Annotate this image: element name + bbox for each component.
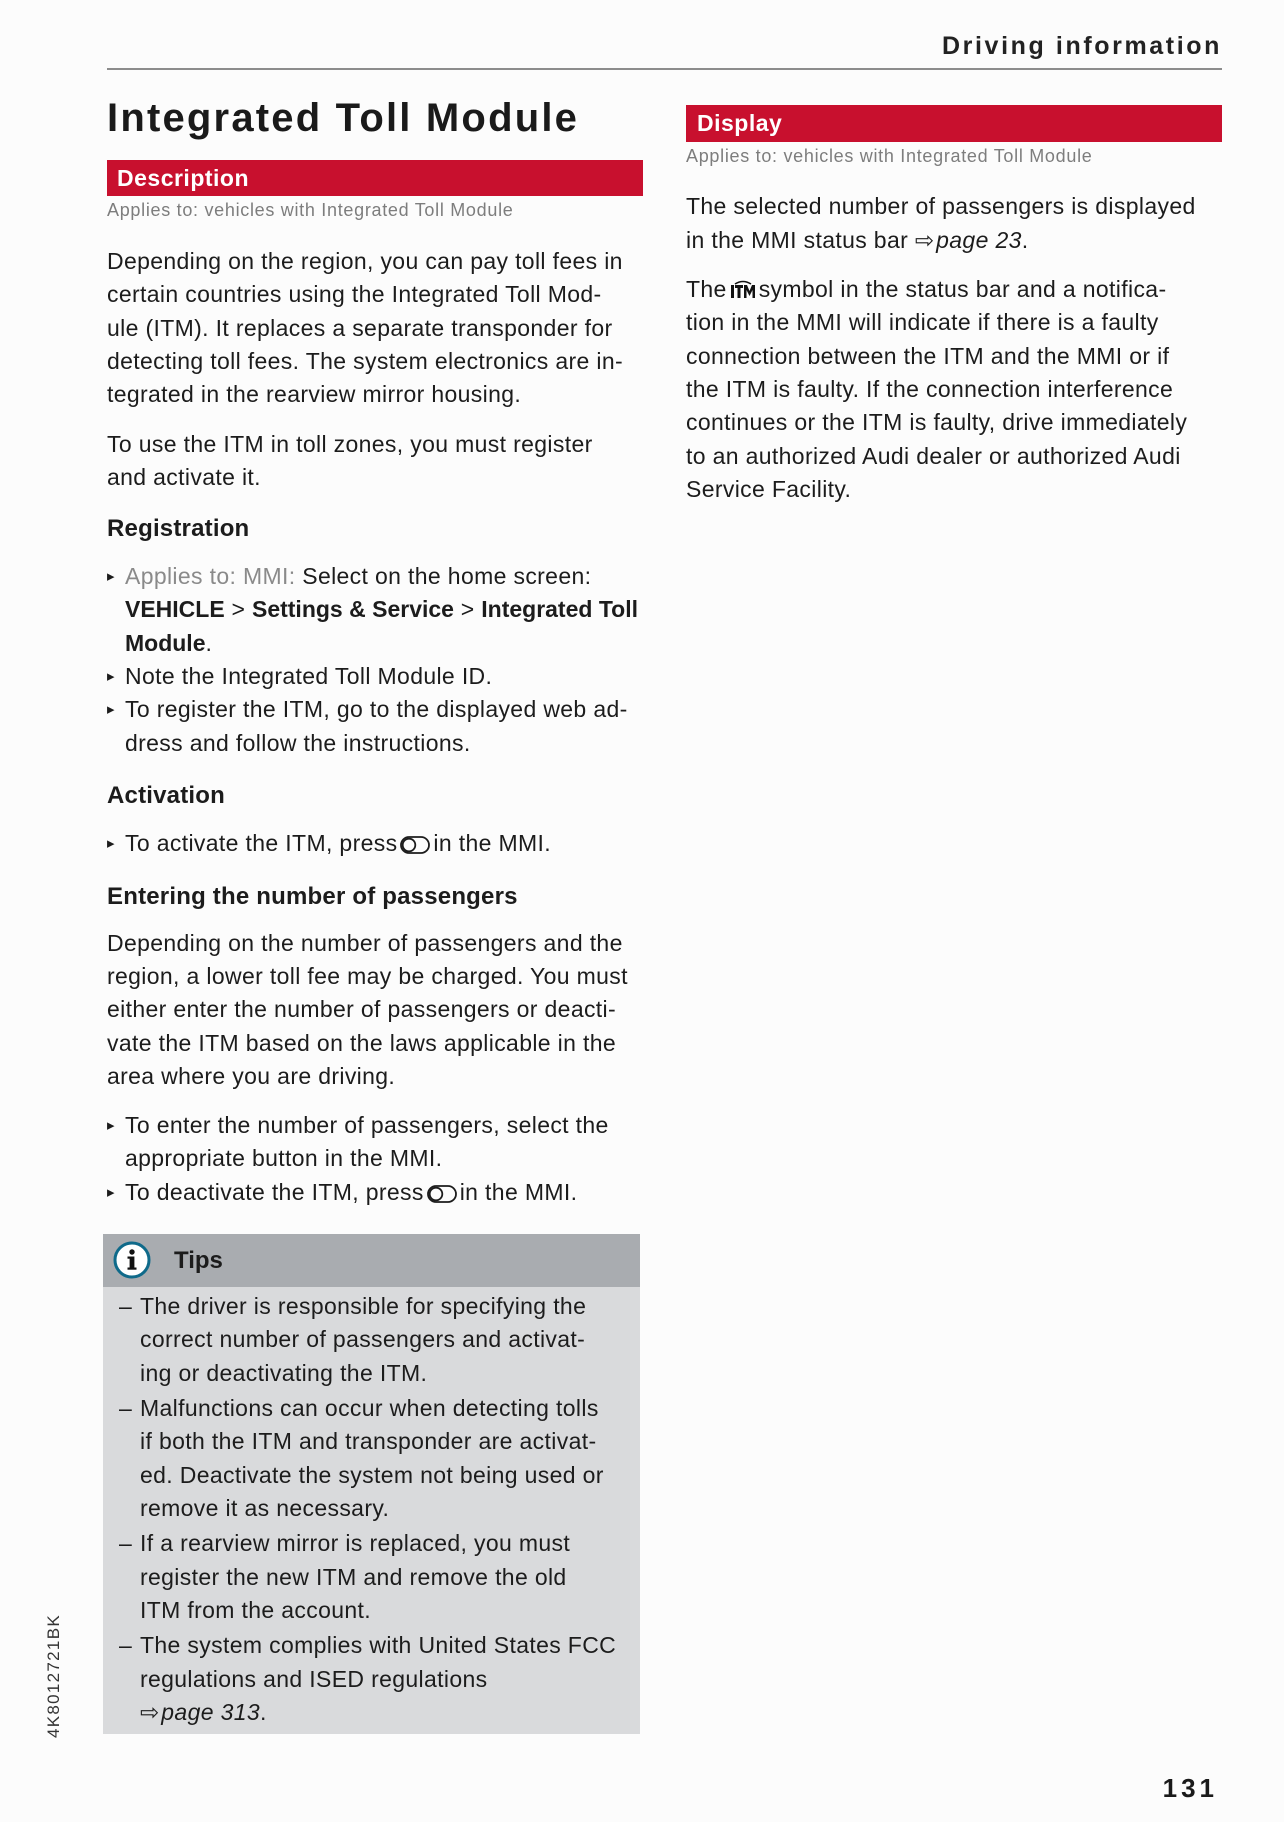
list-item-registration-step-1 [107, 560, 643, 660]
applies-to-note: Applies to: vehicles with Integrated Toll Module [686, 146, 1093, 166]
cross-reference-page: page 23 [936, 226, 1022, 253]
list-marker: ▸ [107, 1183, 115, 1201]
heading-entering-passengers: Entering the number of passengers [107, 883, 518, 911]
menu-separator: > [460, 596, 475, 623]
tips-text-line: The system complies with United States FCC [140, 1632, 617, 1659]
period: . [1021, 226, 1029, 253]
section-bar-description: Description [107, 160, 643, 196]
list-marker: ▸ [107, 667, 115, 685]
cross-reference-line [140, 1696, 640, 1729]
tips-title: Tips [174, 1247, 223, 1274]
body-text-line: ule (ITM). It replaces a separate transponder for [107, 314, 613, 341]
list-marker: ▸ [107, 835, 115, 853]
list-item-passengers-step-1 [107, 1109, 643, 1176]
list-item-activation-step [107, 827, 643, 860]
paragraph-intro [107, 245, 643, 412]
itm-on-off-icon [427, 1185, 457, 1203]
tips-text-line: If a rearview mirror is replaced, you must [140, 1530, 571, 1557]
menu-item-vehicle: VEHICLE [125, 596, 225, 623]
paragraph-status [686, 190, 1222, 257]
body-text-line [125, 560, 643, 593]
tips-item [103, 1290, 640, 1390]
tips-text-line: ed. Deactivate the system not being used or [140, 1461, 604, 1488]
document-code: 4K8012721BK [44, 1614, 63, 1738]
body-text-line: dress and follow the instructions. [125, 729, 471, 756]
body-text-line: area where you are driving. [107, 1063, 396, 1090]
page-number: 131 [1162, 1773, 1218, 1803]
list-item-registration-step-2 [107, 660, 643, 693]
header-rule [107, 68, 1222, 70]
tips-item [103, 1392, 640, 1526]
tips-text-line: ing or deactivating the ITM. [140, 1359, 428, 1386]
body-text-line: region, a lower toll fee may be charged. You must [107, 963, 628, 990]
body-text-line [686, 224, 1222, 257]
tips-text-line: remove it as necessary. [140, 1495, 390, 1522]
heading-activation: Activation [107, 782, 226, 810]
cross-reference-arrow: ⇨ [140, 1699, 160, 1726]
body-text-line: To enter the number of passengers, select the [125, 1111, 609, 1138]
heading-registration: Registration [107, 514, 250, 542]
body-text-line: Depending on the number of passengers and the [107, 929, 623, 956]
section-bar-display: Display [686, 105, 1222, 142]
paragraph-passengers [107, 927, 643, 1094]
step-text: in the MMI. [433, 830, 552, 857]
tips-item [103, 1527, 640, 1627]
left-column [107, 245, 643, 1209]
body-text-line: connection between the ITM and the MMI or if [686, 342, 1170, 369]
tips-list [103, 1287, 640, 1729]
body-text-line: continues or the ITM is faulty, drive immediately [686, 409, 1188, 436]
tips-text-line: if both the ITM and transponder are activat- [140, 1428, 597, 1455]
body-text-line: tion in the MMI will indicate if there is a faulty [686, 309, 1159, 336]
body-text-line: vate the ITM based on the laws applicable in the [107, 1029, 617, 1056]
cross-reference-page: page 313 [161, 1699, 261, 1726]
body-text-line: Service Facility. [686, 476, 852, 503]
list-marker: ▸ [107, 701, 115, 719]
tips-header [103, 1234, 640, 1287]
right-column [686, 190, 1222, 506]
running-header: Driving information [942, 32, 1222, 60]
body-text-line [125, 1176, 643, 1209]
body-text-line: tegrated in the rearview mirror housing. [107, 381, 522, 408]
tips-text-line: The driver is responsible for specifying the [140, 1293, 587, 1319]
tips-marker: – [119, 1530, 133, 1557]
fault-text: symbol in the status bar and a notifica- [758, 275, 1167, 302]
menu-path-line [125, 627, 643, 660]
tips-marker: – [119, 1293, 133, 1319]
tips-box [103, 1234, 640, 1734]
tips-text-line: regulations and ISED regulations [140, 1665, 488, 1692]
paragraph-fault [686, 273, 1222, 507]
body-text-line [125, 827, 643, 860]
status-text: in the MMI status bar [686, 226, 909, 253]
paragraph-register [107, 428, 643, 495]
body-text-line: detecting toll fees. The system electronics are in- [107, 347, 623, 374]
tips-text-line: register the new ITM and remove the old [140, 1563, 567, 1590]
body-text-line: to an authorized Audi dealer or authorized Audi [686, 442, 1181, 469]
step-text: Select on the home screen: [302, 562, 592, 589]
body-text-line: The selected number of passengers is displayed [686, 193, 1196, 220]
body-text-line: either enter the number of passengers or deacti- [107, 996, 617, 1023]
step-text: To activate the ITM, press [125, 830, 398, 857]
cross-reference-arrow: ⇨ [914, 226, 935, 253]
step-text: To deactivate the ITM, press [125, 1178, 424, 1205]
menu-path-line [125, 593, 643, 626]
menu-separator: > [231, 596, 246, 623]
body-text-line: and activate it. [107, 464, 261, 491]
itm-on-off-icon [400, 836, 430, 854]
list-marker: ▸ [107, 567, 115, 585]
itm-status-symbol-icon [730, 280, 756, 300]
body-text-line: appropriate button in the MMI. [125, 1145, 443, 1172]
body-text-line: Note the Integrated Toll Module ID. [125, 662, 493, 689]
applies-to-note: Applies to: vehicles with Integrated Toll Module [107, 200, 514, 220]
menu-item-module: Module [125, 629, 206, 656]
body-text-line: To register the ITM, go to the displayed web ad- [125, 696, 628, 723]
period: . [205, 629, 213, 656]
tips-text-line: ITM from the account. [140, 1597, 372, 1624]
menu-item-integrated-toll: Integrated Toll [481, 596, 638, 623]
page-title: Integrated Toll Module [107, 96, 580, 140]
tips-text-line: correct number of passengers and activat- [140, 1326, 586, 1353]
list-item-passengers-step-2 [107, 1176, 643, 1209]
step-text: in the MMI. [459, 1178, 578, 1205]
body-text-line: the ITM is faulty. If the connection interference [686, 375, 1174, 402]
fault-text: The [686, 275, 727, 302]
body-text-line: certain countries using the Integrated Toll Mod- [107, 281, 602, 308]
info-circle-icon [112, 1240, 152, 1280]
body-text-line [686, 273, 1222, 306]
applies-to-mmi-label: Applies to: MMI: [125, 562, 296, 589]
body-text-line: To use the ITM in toll zones, you must register [107, 430, 593, 457]
tips-marker: – [119, 1394, 133, 1421]
list-marker: ▸ [107, 1116, 115, 1134]
tips-marker: – [119, 1632, 133, 1659]
list-item-registration-step-3 [107, 693, 643, 760]
body-text-line: Depending on the region, you can pay toll fees in [107, 247, 623, 274]
period: . [260, 1699, 267, 1726]
tips-text-line: Malfunctions can occur when detecting tolls [140, 1394, 599, 1421]
menu-item-settings-service: Settings & Service [251, 596, 454, 623]
tips-item [103, 1629, 640, 1729]
